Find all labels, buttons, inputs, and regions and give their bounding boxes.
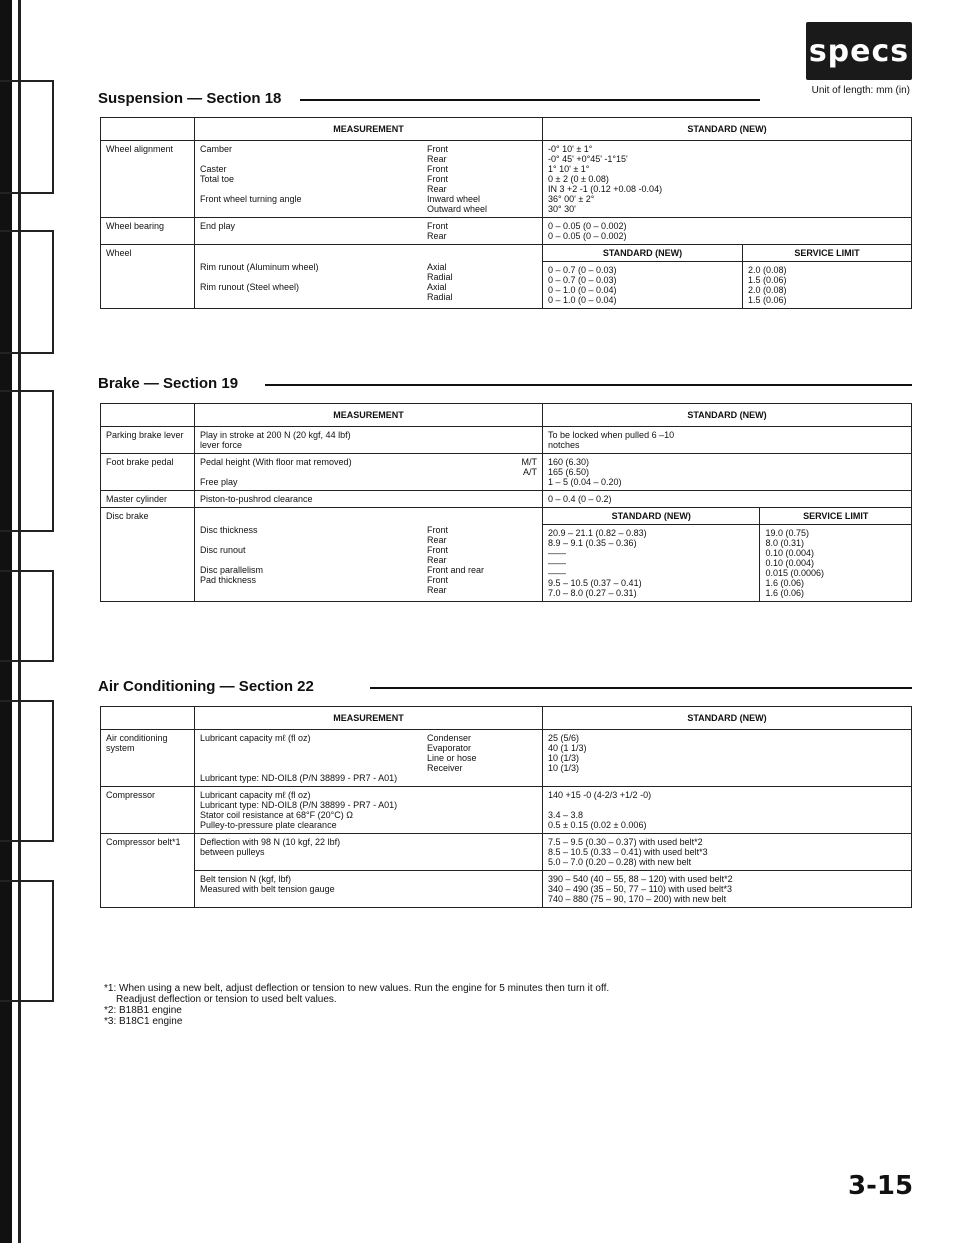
table-row: Parking brake lever Play in stroke at 200 N (20 kgf, 44 lbf) lever force To be locked when pulled 6 –10 notches [101, 427, 912, 454]
index-tabs [0, 80, 60, 1040]
table-row: Foot brake pedal Pedal height (With floor mat removed) M/T A/T Free play 160 (6.30) 165 (6.50) 1 – 5 (0.04 – 0.20) [101, 454, 912, 491]
specs-badge: specs [806, 22, 912, 80]
col-measurement: MEASUREMENT [195, 118, 543, 141]
table-row: Compressor Lubricant capacity mℓ (fl oz) Lubricant type: ND-OIL8 (P/N 38899 - PR7 - A01) Stator coil resistance at 68°F (20°C) Ω Pulley-to-pressure plate clearance 140 +15 -0 (4-2/3 +1/2 -0) 3.4 – 3.8 0.5 ± 0.15 (0.02 ± 0.006) [101, 787, 912, 834]
table-row: Wheel alignment Camber Front Rear Caster Front Total toe Front Rear Front wheel turning angle Inward wheel Outward wheel -0° 10' ± 1° -0° 45' +0°45' -1°15' 1° 10' ± 1° 0 ± 2 (0 ± 0.08) IN 3 +2 -1 (0.12 +0.08 -0.04) 36° 00' ± 2° 30° 30' [101, 141, 912, 218]
section-rule [370, 687, 912, 689]
table-row: Master cylinder Piston-to-pushrod clearance 0 – 0.4 (0 – 0.2) [101, 491, 912, 508]
table-row: Wheel bearing End play Front Rear 0 – 0.05 (0 – 0.002) 0 – 0.05 (0 – 0.002) [101, 218, 912, 245]
brake-table: MEASUREMENT STANDARD (NEW) Parking brake lever Play in stroke at 200 N (20 kgf, 44 lbf) lever force To be locked when pulled 6 –10 notches Foot brake pedal Pedal height (With floor mat removed) M/T A/T Free play 160 (6.30) 165 (6.50) 1 – 5 (0.04 – 0.20) Master cylinder Piston-to-pushrod clearance 0 – 0.4 (0 – 0.2) Disc brake Disc thickness Front Rear Disc runout Front Rear Disc parallelism Front and rear Pad thickness Front Rear STANDARD (NEW) SERVICE LIMIT 20.9 – 21.1 (0.82 – 0.83) 8.9 – 9.1 (0.35 – 0.36) —— —— —— 9.5 – 10.5 (0.37 – 0.41) 7.0 – 8.0 (0.27 – 0.31) 19.0 (0.75) 8.0 (0.31) 0.10 (0.004) 0.10 (0.004) 0.015 (0.0006) 1.6 (0.06) 1.6 (0.06) [100, 403, 912, 602]
table-row: Compressor belt*1 Deflection with 98 N (10 kgf, 22 lbf) between pulleys 7.5 – 9.5 (0.30 – 0.37) with used belt*2 8.5 – 10.5 (0.33 – 0.41) with used belt*3 5.0 – 7.0 (0.20 – 0.28) with new belt [101, 834, 912, 871]
section-rule [300, 99, 760, 101]
table-row: 0 – 0.7 (0 – 0.03) 0 – 0.7 (0 – 0.03) 0 – 1.0 (0 – 0.04) 0 – 1.0 (0 – 0.04) 2.0 (0.08) 1.5 (0.06) 2.0 (0.08) 1.5 (0.06) [101, 262, 912, 309]
table-row: Belt tension N (kgf, lbf) Measured with belt tension gauge 390 – 540 (40 – 55, 88 – 120) with used belt*2 340 – 490 (35 – 50, 77 – 110) with used belt*3 740 – 880 (75 – 90, 170 – 200) with new belt [101, 871, 912, 908]
section-rule [265, 384, 912, 386]
table-row: Air conditioning system Lubricant capacity mℓ (fl oz) Condenser Evaporator Line or hose Receiver Lubricant type: ND-OIL8 (P/N 38899 - PR7 - A01) 25 (5/6) 40 (1 1/3) 10 (1/3) 10 (1/3) [101, 730, 912, 787]
ac-table: MEASUREMENT STANDARD (NEW) Air conditioning system Lubricant capacity mℓ (fl oz) Condenser Evaporator Line or hose Receiver Lubricant type: ND-OIL8 (P/N 38899 - PR7 - A01) 25 (5/6) 40 (1 1/3) 10 (1/3) 10 (1/3) Compressor Lubricant capacity mℓ (fl oz) Lubricant type: ND-OIL8 (P/N 38899 - PR7 - A01) Stator coil resistance at 68°F (20°C) Ω Pulley-to-pressure plate clearance 140 +15 -0 (4-2/3 +1/2 -0) 3.4 – 3.8 0.5 ± 0.15 (0.02 ± 0.006) Compressor belt*1 Deflection with 98 N (10 kgf, 22 lbf) between pulleys 7.5 – 9.5 (0.30 – 0.37) with used belt*2 8.5 – 10.5 (0.33 – 0.41) with used belt*3 5.0 – 7.0 (0.20 – 0.28) with new belt Belt tension N (kgf, lbf) Measured with belt tension gauge 390 – 540 (40 – 55, 88 – 120) with used belt*2 340 – 490 (35 – 50, 77 – 110) with used belt*3 740 – 880 (75 – 90, 170 – 200) with new belt [100, 706, 912, 908]
ac-heading: Air Conditioning — Section 22 [98, 678, 314, 695]
footnotes: *1: When using a new belt, adjust deflection or tension to new values. Run the engine for 5 minutes then turn it off. Readjust deflection or tension to used belt values. *2: B18B1 engine *3: B18C1 engine [104, 983, 610, 1027]
brake-heading: Brake — Section 19 [98, 375, 239, 392]
col-standard: STANDARD (NEW) [543, 118, 912, 141]
suspension-heading: Suspension — Section 18 [98, 90, 282, 107]
table-row: 20.9 – 21.1 (0.82 – 0.83) 8.9 – 9.1 (0.35 – 0.36) —— —— —— 9.5 – 10.5 (0.37 – 0.41) 7.0 – 8.0 (0.27 – 0.31) 19.0 (0.75) 8.0 (0.31) 0.10 (0.004) 0.10 (0.004) 0.015 (0.0006) 1.6 (0.06) 1.6 (0.06) [101, 525, 912, 602]
page-number: 3-15 [848, 1171, 914, 1201]
unit-note: Unit of length: mm (in) [811, 85, 910, 96]
suspension-table: MEASUREMENT STANDARD (NEW) Wheel alignment Camber Front Rear Caster Front Total toe Front Rear Front wheel turning angle Inward wheel Outward wheel -0° 10' ± 1° -0° 45' +0°45' -1°15' 1° 10' ± 1° 0 ± 2 (0 ± 0.08) IN 3 +2 -1 (0.12 +0.08 -0.04) 36° 00' ± 2° 30° 30' Wheel bearing End play Front Rear 0 – 0.05 (0 – 0.002) 0 – 0.05 (0 – 0.002) Wheel Rim runout (Aluminum wheel) Axial Radial Rim runout (Steel wheel) Axial Radial STANDARD (NEW) SERVICE LIMIT 0 – 0.7 (0 – 0.03) 0 – 0.7 (0 – 0.03) 0 – 1.0 (0 – 0.04) 0 – 1.0 (0 – 0.04) 2.0 (0.08) 1.5 (0.06) 2.0 (0.08) 1.5 (0.06) [100, 117, 912, 309]
